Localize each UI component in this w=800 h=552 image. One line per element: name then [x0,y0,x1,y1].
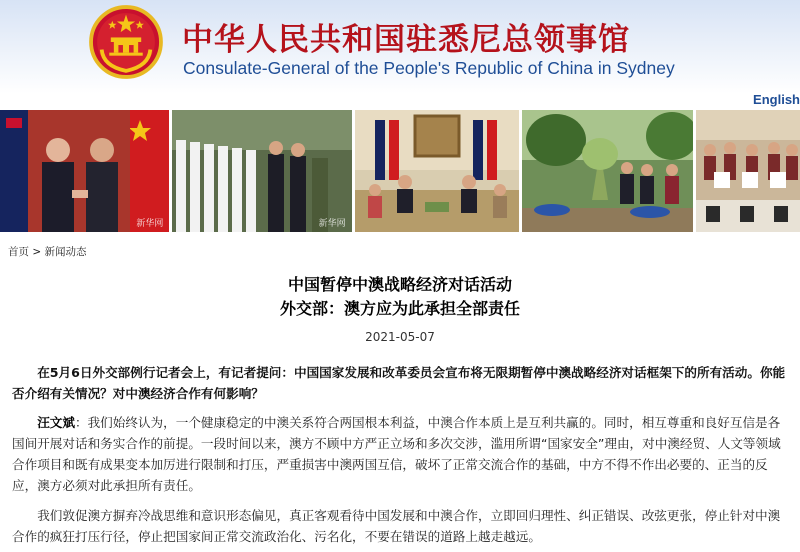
honor-guard-photo-image [172,110,351,232]
english-language-link[interactable]: English [753,92,800,107]
national-emblem-icon [88,4,164,80]
breadcrumb-news-link[interactable]: 新闻动态 [44,246,87,258]
article-title-line1: 中国暂停中澳战略经济对话活动 [287,275,512,294]
classroom-photo-image [696,110,800,232]
site-title-english: Consulate-General of the People's Republic of China in Sydney [183,58,675,78]
tree-planting-photo-image [522,110,693,232]
banner-photo-honor-guard[interactable] [172,110,351,232]
article-title-line2: 外交部：澳方应为此承担全部责任 [279,299,520,318]
banner-photo-meeting[interactable] [355,110,519,232]
meeting-photo-image [355,110,519,232]
article-question-paragraph: 在5月6日外交部例行记者会上，有记者提问：中国国家发展和改革委员会宣布将无限期暂停中澳战略经济对话框架下的所有活动。你能否介绍有关情况？对中澳经济合作有何影响？ [12,365,786,401]
banner-photo-classroom[interactable] [696,110,800,232]
photo-banner [0,110,800,232]
photo-credit-label: 新华网 [318,219,346,229]
article-body-paragraph: 我们敦促澳方摒弃冷战思维和意识形态偏见，真正客观看待中国发展和中澳合作，立即回归理性、纠正错误、改弦更张，停止针对中澳合作的疯狂打压行径，停止把国家间正常交流政治化、污名化，不要在错误的道路上越走越远。 [12,508,781,544]
breadcrumb-home-link[interactable]: 首页 [8,246,29,258]
breadcrumb [8,244,87,259]
photo-credit-label: 新华网 [136,219,164,229]
article-answer-paragraph [12,412,792,496]
breadcrumb-separator: > [32,246,42,258]
article-date: 2021-05-07 [365,330,435,344]
site-header [0,0,800,110]
handshake-photo-image [0,110,169,232]
banner-photo-tree-planting[interactable] [522,110,693,232]
speaker-name: 汪文斌 [37,415,75,430]
answer-text: ：我们始终认为，一个健康稳定的中澳关系符合两国根本利益，中澳合作本质上是互利共赢的。同时，相互尊重和良好互信是各国间开展对话和务实合作的前提。一段时间以来，澳方不顾中方严正立场和多次交涉，滥用所谓“国家安全”理由，对中澳经贸、人文等领域合作项目和既有成果变本加厉进行限制和打压，严重损害中澳两国互信，破坏了正常交流合作的基础，中方不得不作出必要的、正当的反应，澳方必须对此承担所有责任。 [12,415,781,493]
banner-photo-handshake[interactable] [0,110,169,232]
site-title-chinese: 中华人民共和国驻悉尼总领事馆 [182,22,630,58]
